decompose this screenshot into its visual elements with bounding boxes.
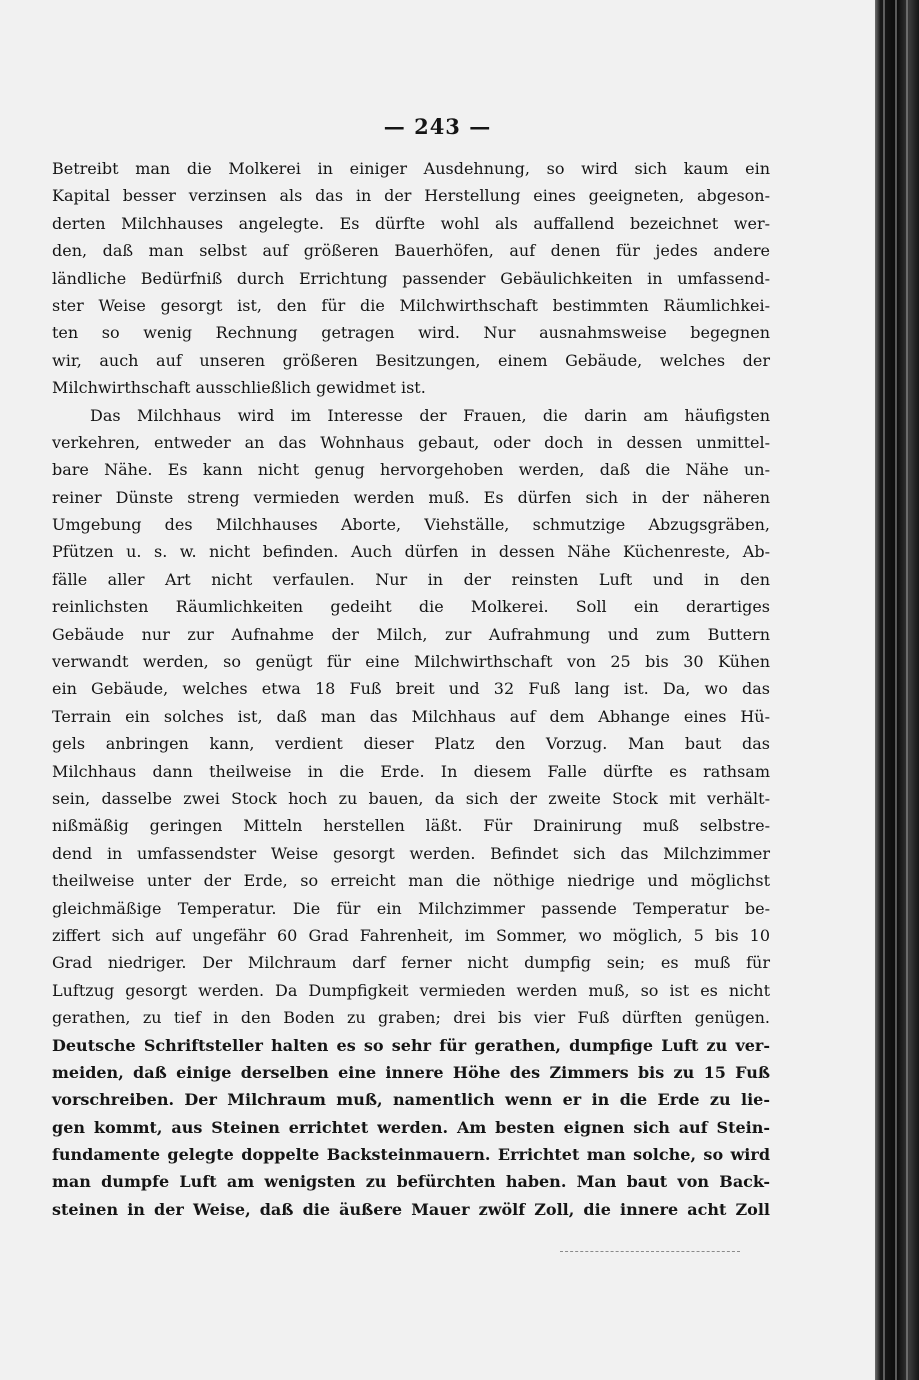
text-line: Kapital besser verzinsen als das in der Herstellung eines geeigneten, abgeson- xyxy=(52,186,770,206)
text-line: derten Milchhauses angelegte. Es dürfte wohl als auffallend bezeichnet wer- xyxy=(52,213,770,233)
text-line: ster Weise gesorgt ist, den für die Milchwirthschaft bestimmten Räumlichkei- xyxy=(52,295,770,315)
text-line: fundamente gelegte doppelte Backsteinmauern. Errichtet man solche, so wird xyxy=(52,1145,770,1165)
text-line: man dumpfe Luft am wenigsten zu befürchten haben. Man baut von Back- xyxy=(52,1172,770,1192)
text-line: wir, auch auf unseren größeren Besitzungen, einem Gebäude, welches der xyxy=(52,350,770,370)
text-line: den, daß man selbst auf größeren Bauerhöfen, auf denen für jedes andere xyxy=(52,241,770,261)
bottom-rule xyxy=(560,1251,740,1252)
text-line: Milchhaus dann theilweise in die Erde. In diesem Falle dürfte es rathsam xyxy=(52,761,770,781)
text-line: reinlichsten Räumlichkeiten gedeiht die Molkerei. Soll ein derartiges xyxy=(52,597,770,617)
text-line: Luftzug gesorgt werden. Da Dumpfigkeit vermieden werden muß, so ist es nicht xyxy=(52,980,770,1000)
text-line: Gebäude nur zur Aufnahme der Milch, zur Aufrahmung und zum Buttern xyxy=(52,624,770,644)
text-line: gen kommt, aus Steinen errichtet werden. Am besten eignen sich auf Stein- xyxy=(52,1117,770,1137)
text-line: reiner Dünste streng vermieden werden muß. Es dürfen sich in der näheren xyxy=(52,487,770,507)
edge-line xyxy=(906,0,908,1380)
text-line: theilweise unter der Erde, so erreicht man die nöthige niedrige und möglichst xyxy=(52,871,770,891)
text-line: sein, dasselbe zwei Stock hoch zu bauen, da sich der zweite Stock mit verhält- xyxy=(52,788,770,808)
edge-line xyxy=(883,0,885,1380)
text-line: Das Milchhaus wird im Interesse der Frauen, die darin am häufigsten xyxy=(90,405,770,425)
text-line: ten so wenig Rechnung getragen wird. Nur ausnahmsweise begegnen xyxy=(52,323,770,343)
text-line: ein Gebäude, welches etwa 18 Fuß breit und 32 Fuß lang ist. Da, wo das xyxy=(52,679,770,699)
text-line: dend in umfassendster Weise gesorgt werden. Befindet sich das Milchzimmer xyxy=(52,843,770,863)
page-number: — 243 — xyxy=(383,114,492,139)
text-line: meiden, daß einige derselben eine innere Höhe des Zimmers bis zu 15 Fuß xyxy=(52,1062,770,1082)
text-line: bare Nähe. Es kann nicht genug hervorgehoben werden, daß die Nähe un- xyxy=(52,460,770,480)
text-line: Pfützen u. s. w. nicht befinden. Auch dürfen in dessen Nähe Küchenreste, Ab- xyxy=(52,542,770,562)
edge-line xyxy=(895,0,897,1380)
text-line: gerathen, zu tief in den Boden zu graben; drei bis vier Fuß dürften genügen. xyxy=(52,1008,770,1028)
page-edge xyxy=(875,0,919,1380)
text-line: verwandt werden, so genügt für eine Milchwirthschaft von 25 bis 30 Kühen xyxy=(52,652,770,672)
text-line: Terrain ein solches ist, daß man das Milchhaus auf dem Abhange eines Hü- xyxy=(52,706,770,726)
text-line: ländliche Bedürfniß durch Errichtung passender Gebäulichkeiten in umfassend- xyxy=(52,268,770,288)
text-line: steinen in der Weise, daß die äußere Mauer zwölf Zoll, die innere acht Zoll xyxy=(52,1199,770,1219)
text-line: Grad niedriger. Der Milchraum darf ferner nicht dumpfig sein; es muß für xyxy=(52,953,770,973)
text-line: vorschreiben. Der Milchraum muß, namentlich wenn er in die Erde zu lie- xyxy=(52,1090,770,1110)
text-line: Deutsche Schriftsteller halten es so sehr für gerathen, dumpfige Luft zu ver- xyxy=(52,1035,770,1055)
text-line: Milchwirthschaft ausschließlich gewidmet ist. xyxy=(52,378,426,398)
text-line: ziffert sich auf ungefähr 60 Grad Fahrenheit, im Sommer, wo möglich, 5 bis 10 xyxy=(52,925,770,945)
text-line: fälle aller Art nicht verfaulen. Nur in der reinsten Luft und in den xyxy=(52,569,770,589)
body-text xyxy=(52,155,770,1223)
text-line: Betreibt man die Molkerei in einiger Ausdehnung, so wird sich kaum ein xyxy=(52,159,770,178)
text-line: gels anbringen kann, verdient dieser Platz den Vorzug. Man baut das xyxy=(52,734,770,754)
text-line: nißmäßig geringen Mitteln herstellen läßt. Für Drainirung muß selbstre- xyxy=(52,816,770,836)
text-line: verkehren, entweder an das Wohnhaus gebaut, oder doch in dessen unmittel- xyxy=(52,432,770,452)
text-line: gleichmäßige Temperatur. Die für ein Milchzimmer passende Temperatur be- xyxy=(52,898,770,918)
text-line: Umgebung des Milchhauses Aborte, Viehställe, schmutzige Abzugsgräben, xyxy=(52,515,770,535)
